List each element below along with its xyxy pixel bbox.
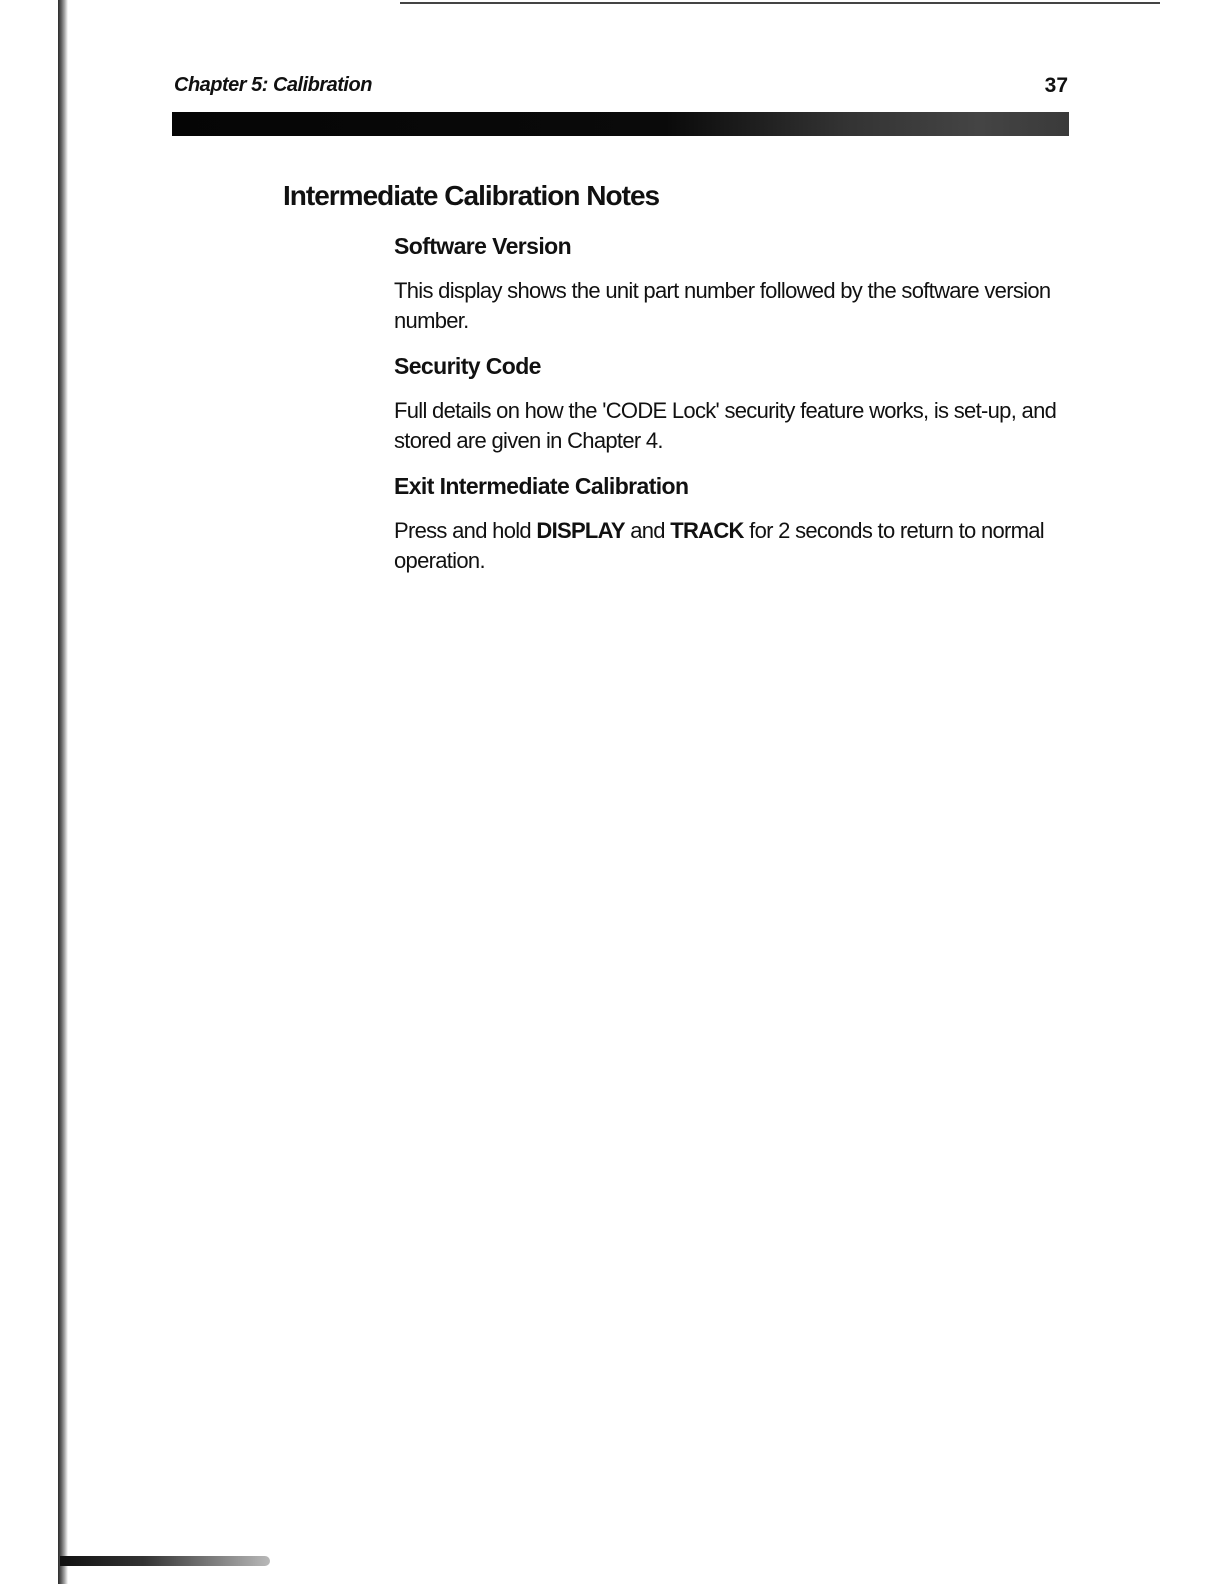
chapter-title: Chapter 5: Calibration xyxy=(174,74,372,96)
track-key-label: TRACK xyxy=(670,518,744,543)
page-number: 37 xyxy=(1044,74,1068,97)
subsection-heading-exit-calibration: Exit Intermediate Calibration xyxy=(394,473,689,499)
subsection-heading-security-code: Security Code xyxy=(394,353,541,379)
section-content xyxy=(394,230,1064,590)
display-key-label: DISPLAY xyxy=(536,518,625,543)
section-title: Intermediate Calibration Notes xyxy=(283,180,660,211)
text-before: Press and hold xyxy=(394,518,537,543)
header-rule xyxy=(172,112,1069,136)
text-middle: and xyxy=(624,518,671,543)
subsection-heading-software-version: Software Version xyxy=(394,233,572,259)
subsection-text-exit-calibration xyxy=(394,516,1064,576)
subsection-text-software-version: This display shows the unit part number followed by the software version number. xyxy=(394,278,1051,333)
binding-foot xyxy=(60,1556,270,1566)
page-header xyxy=(174,74,1068,102)
text-after: for 2 seconds to return to normal operation. xyxy=(394,518,1044,573)
subsection-text-security-code: Full details on how the 'CODE Lock' security feature works, is set-up, and stored are given in Chapter 4. xyxy=(394,398,1057,453)
binding-edge xyxy=(58,0,68,1584)
scan-top-edge xyxy=(400,2,1160,4)
